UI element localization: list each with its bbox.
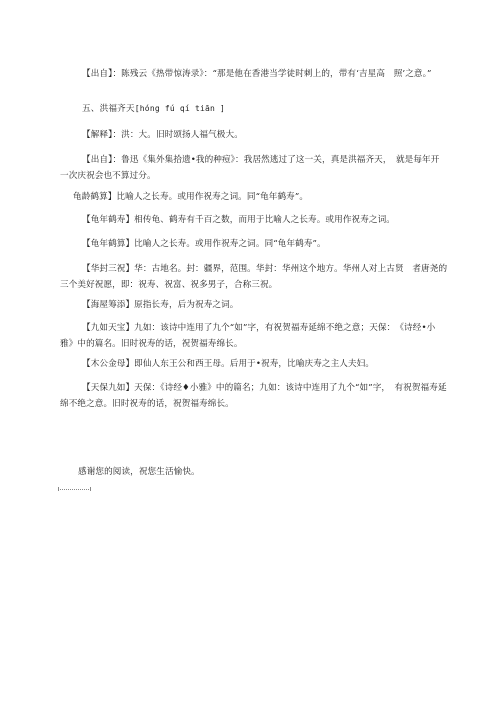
entry-mugong-jinmu: 【木公金母】即仙人东王公和西王母。后用于•祝寿，比喻庆寿之主人夫妇。	[82, 359, 375, 369]
paragraph-source-lu-xun: 【出自】：鲁迅《集外集拾遗•我的种痘》：我居然逃过了这一关，真是洪福齐天， 就是每年开一次庆祝会也不算过分。	[60, 155, 440, 181]
section-heading-title: 五、洪福齐天	[82, 104, 135, 114]
paragraph-source-chen-canyun: 【出自】：陈残云《热带惊涛录》：“那是他在香港当学徒时刺上的，带有‘吉星高 照’之意。”	[82, 69, 432, 79]
entry-huafeng-sanzhu: 【华封三祝】华：古地名。封：疆界，范围。华封：华州这个地方。华州人对上古贤 者唐尧的三个美好祝愿，即：祝寿、祝富、祝多男子，合称三祝。	[60, 264, 448, 290]
closing-thanks: 感谢您的阅读，祝您生活愉快。	[78, 467, 200, 477]
footer-dotted-divider	[58, 489, 91, 490]
entry-guiling-hesuan: 龟龄鹤算】比喻人之长寿。或用作祝寿之词。同“龟年鹤寿”。	[73, 192, 309, 202]
entry-jiuru-tianbao: 【九如天宝】九如：该诗中连用了九个“如”字，有祝贺福寿延绵不绝之意；天保： 《诗经•小雅》中的篇名。旧时祝寿的话，祝贺福寿绵长。	[60, 323, 436, 349]
entry-guinian-heshou: 【龟年鹤寿】相传龟、鹤寿有千百之数，而用于比喻人之长寿。或用作祝寿之词。	[82, 215, 395, 225]
entry-haiwu-choutian: 【海屋筹添】原指长寿，后为祝寿之词。	[82, 300, 239, 310]
section-heading-pinyin: [hóng fú qí tiān ]	[134, 104, 226, 113]
entry-guinian-hesuan: 【龟年鹤算】比喻人之长寿。或用作祝寿之词。同“龟年鹤寿”。	[82, 239, 326, 249]
section-heading-hongfu-qitian	[60, 101, 448, 117]
paragraph-explanation: 【解释】：洪：大。旧时颂扬人福气极大。	[82, 130, 243, 140]
entry-tianbao-jiuru: 【天保九如】天保：《诗经♦小雅》中的篇名；九如：该诗中连用了九个“如”字， 有祝贺福寿延绵不绝之意。旧时祝寿的话，祝贺福寿绵长。	[60, 383, 447, 409]
